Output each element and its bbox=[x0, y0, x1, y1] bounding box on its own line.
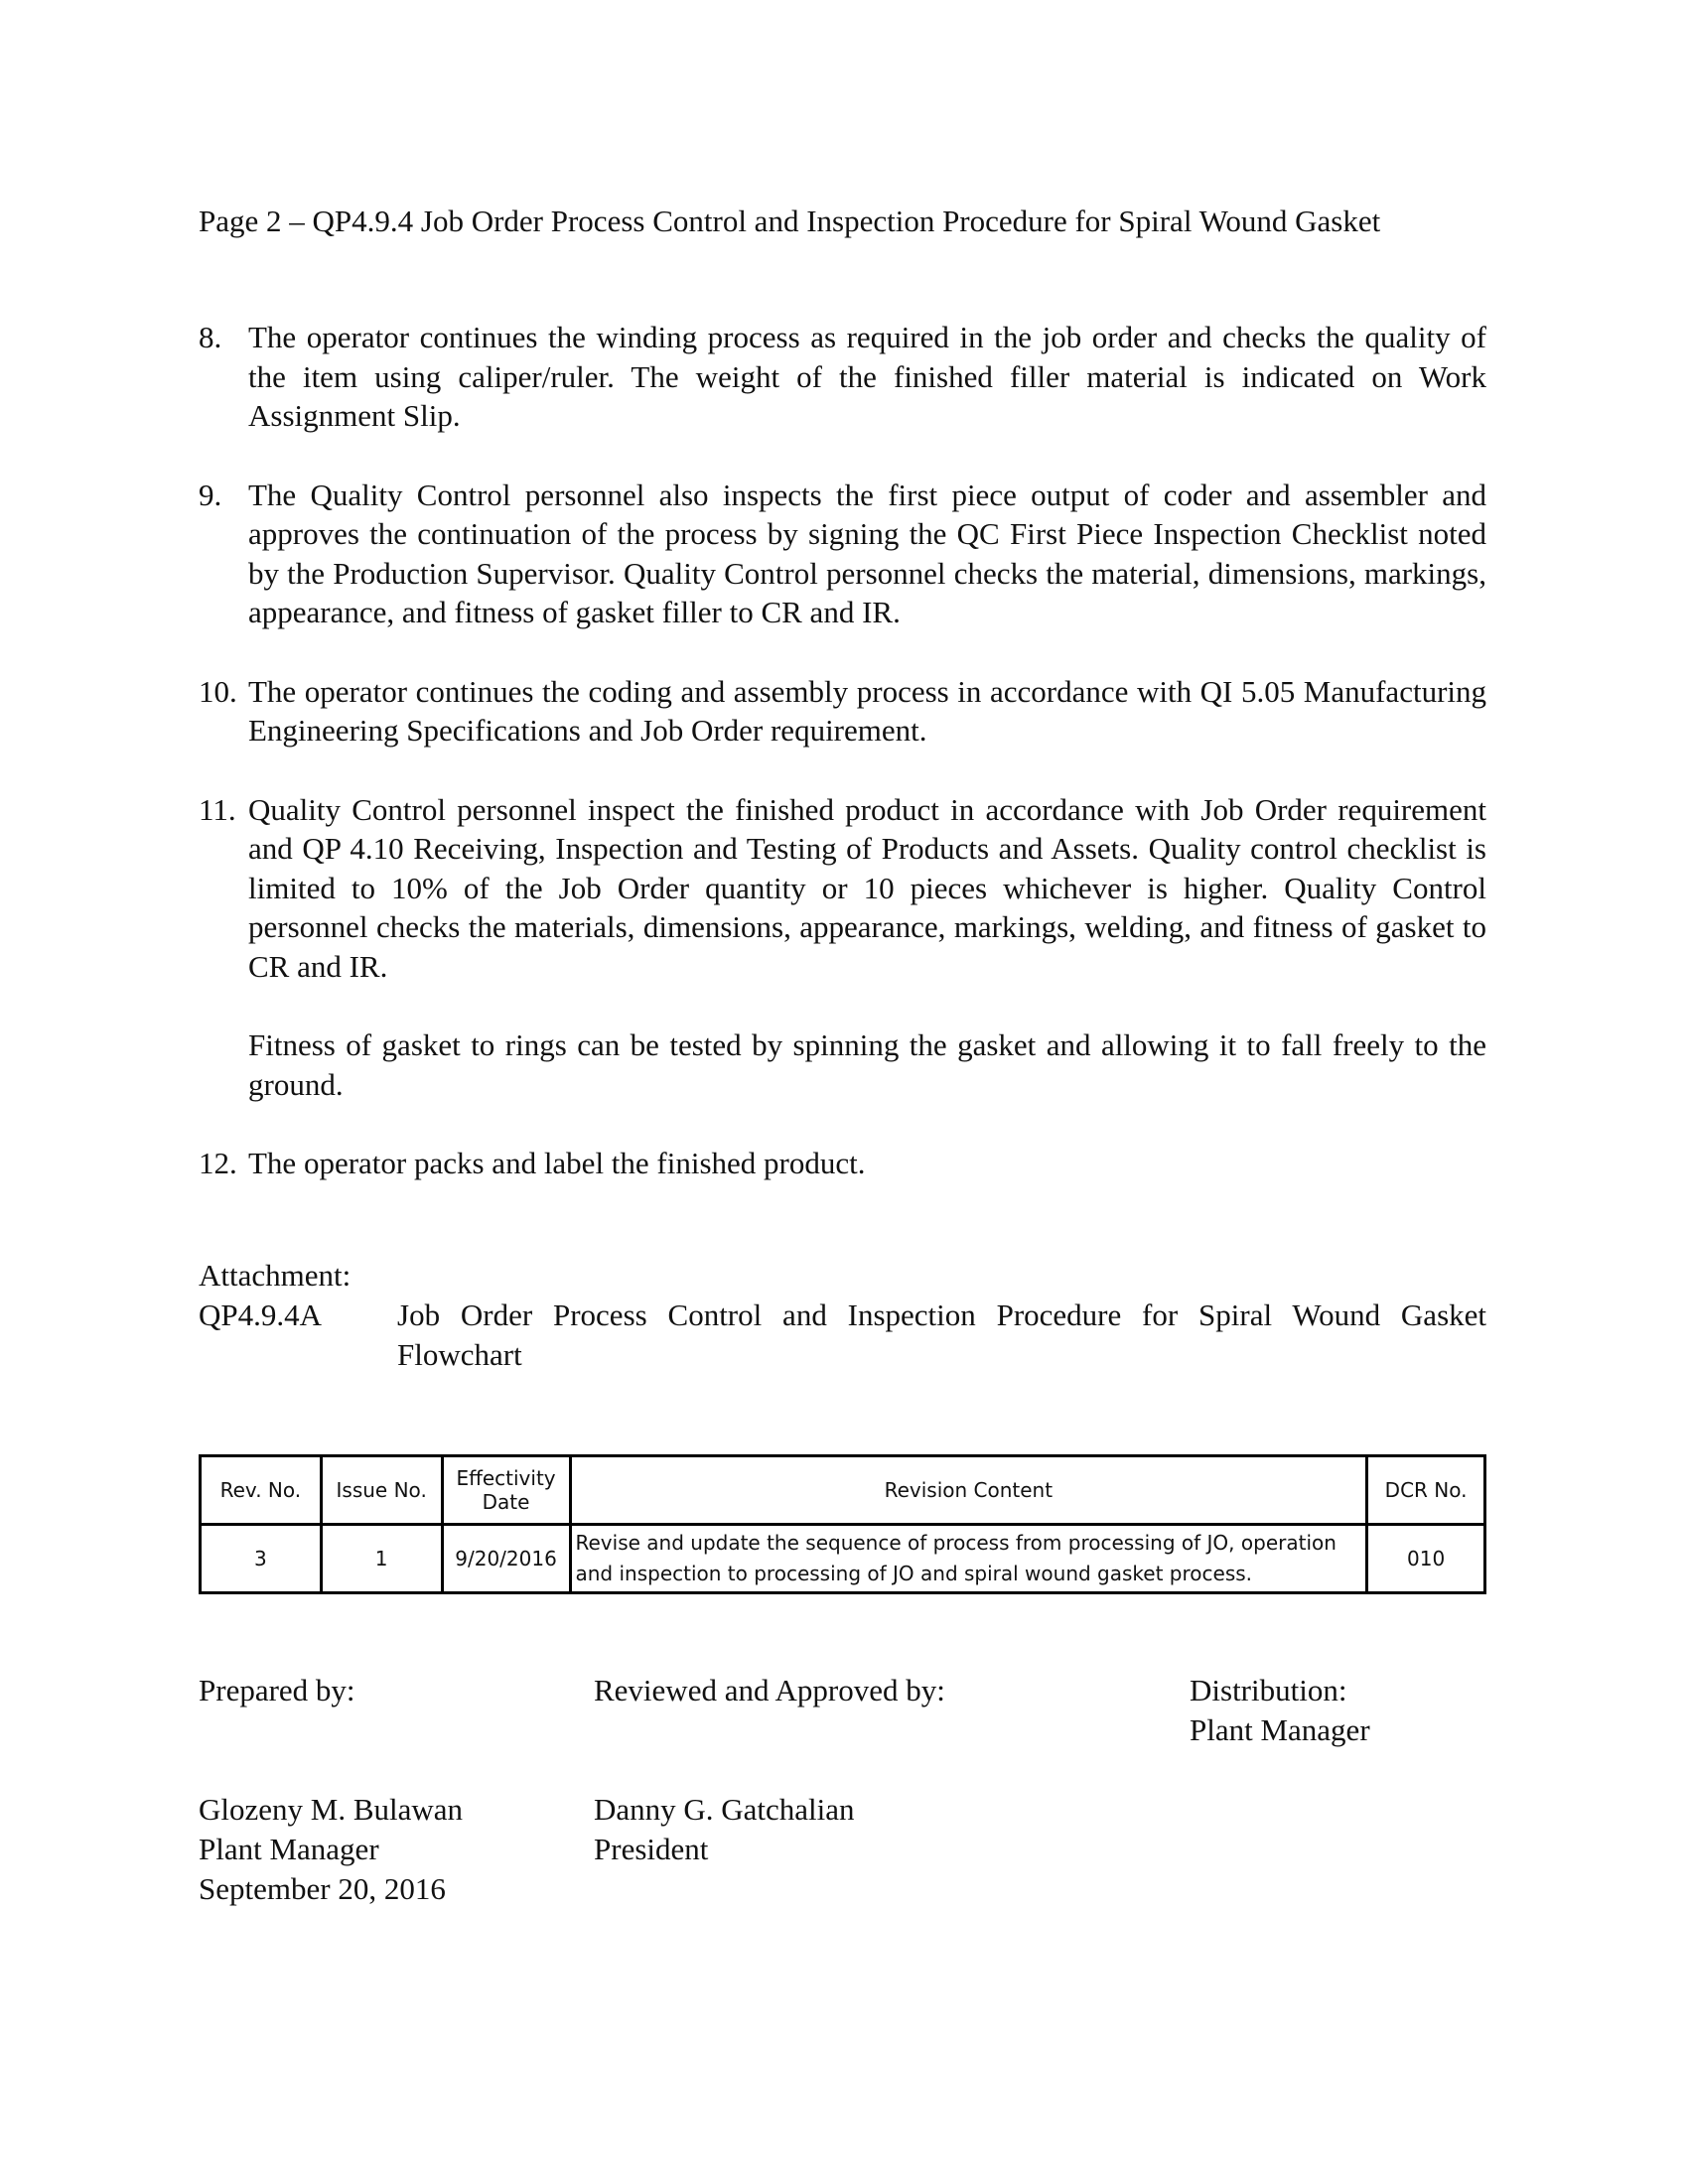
issue-no-header: Issue No. bbox=[321, 1456, 442, 1525]
issue-no-cell: 1 bbox=[321, 1525, 442, 1593]
step-text: The operator continues the winding process as required in the job order and checks the quality of the item using caliper/ruler. The weight of the finished filler material is indicated on Work Assignment Slip. bbox=[248, 320, 1486, 433]
revision-content-cell: Revise and update the sequence of process from processing of JO, operation and inspection to processing of JO and spiral wound gasket process. bbox=[570, 1525, 1367, 1593]
distribution-label: Distribution: bbox=[1190, 1673, 1347, 1707]
table-header-row bbox=[201, 1456, 1485, 1525]
step-11 bbox=[199, 790, 1486, 1105]
step-number: 9. bbox=[199, 477, 222, 512]
prepared-by-label: Prepared by: bbox=[199, 1673, 355, 1707]
page-header: Page 2 – QP4.9.4 Job Order Process Control and Inspection Procedure for Spiral Wound Gasket bbox=[199, 204, 1381, 238]
step-text: The operator packs and label the finished product. bbox=[248, 1146, 866, 1180]
reviewed-by-label: Reviewed and Approved by: bbox=[594, 1673, 945, 1707]
step-8 bbox=[199, 318, 1486, 436]
revision-content-header: Revision Content bbox=[570, 1456, 1367, 1525]
attachment-row bbox=[199, 1296, 1486, 1375]
distribution-recipient: Plant Manager bbox=[1190, 1712, 1370, 1747]
effectivity-date-header: Effectivity Date bbox=[442, 1456, 570, 1525]
step-text: The operator continues the coding and assembly process in accordance with QI 5.05 Manufacturing Engineering Specifications and Job Order requirement. bbox=[248, 673, 1486, 748]
step-10 bbox=[199, 672, 1486, 751]
step-9 bbox=[199, 476, 1486, 632]
step-number: 8. bbox=[199, 320, 222, 354]
attachment-code: QP4.9.4A bbox=[199, 1297, 323, 1332]
table-row bbox=[201, 1525, 1485, 1593]
preparer-title: Plant Manager bbox=[199, 1832, 379, 1866]
step-text: The Quality Control personnel also inspects the first piece output of coder and assembler and approves the continuation of the process by signing the QC First Piece Inspection Checklist noted by the Production Supervisor. Quality Control personnel checks the material, dimensions, markings, appearance, and fitness of gasket filler to CR and IR. bbox=[248, 477, 1486, 629]
step-number: 12. bbox=[199, 1146, 237, 1180]
dcr-no-header: DCR No. bbox=[1367, 1456, 1485, 1525]
attachment-title: Attachment: bbox=[199, 1258, 352, 1293]
step-number: 11. bbox=[199, 791, 236, 827]
reviewed-by-block bbox=[594, 1671, 945, 1869]
prepared-by-block bbox=[199, 1671, 463, 1909]
reviewer-title: President bbox=[594, 1832, 709, 1866]
reviewer-name: Danny G. Gatchalian bbox=[594, 1792, 855, 1827]
preparer-name: Glozeny M. Bulawan bbox=[199, 1792, 464, 1827]
rev-no-cell: 3 bbox=[201, 1525, 322, 1593]
step-12 bbox=[199, 1144, 1486, 1183]
effectivity-date-cell: 9/20/2016 bbox=[442, 1525, 570, 1593]
step-number: 10. bbox=[199, 673, 237, 709]
attachment-description: Job Order Process Control and Inspection Procedure for Spiral Wound Gasket Flowchart bbox=[397, 1297, 1486, 1372]
procedure-steps bbox=[199, 318, 1486, 1223]
rev-no-header: Rev. No. bbox=[201, 1456, 322, 1525]
step-note: Fitness of gasket to rings can be tested by spinning the gasket and allowing it to fall freely to the ground. bbox=[248, 1027, 1486, 1102]
dcr-no-cell: 010 bbox=[1367, 1525, 1485, 1593]
step-text: Quality Control personnel inspect the finished product in accordance with Job Order requirement and QP 4.10 Receiving, Inspection and Testing of Products and Assets. Quality control checklist is limited to 10% of the Job Order quantity or 10 pieces whichever is higher. Quality Control personnel checks the materials, dimensions, appearance, markings, welding, and fitness of gasket to CR and IR. bbox=[248, 791, 1486, 984]
prepared-date: September 20, 2016 bbox=[199, 1871, 446, 1906]
distribution-block bbox=[1190, 1671, 1370, 1750]
revision-table bbox=[199, 1454, 1486, 1594]
